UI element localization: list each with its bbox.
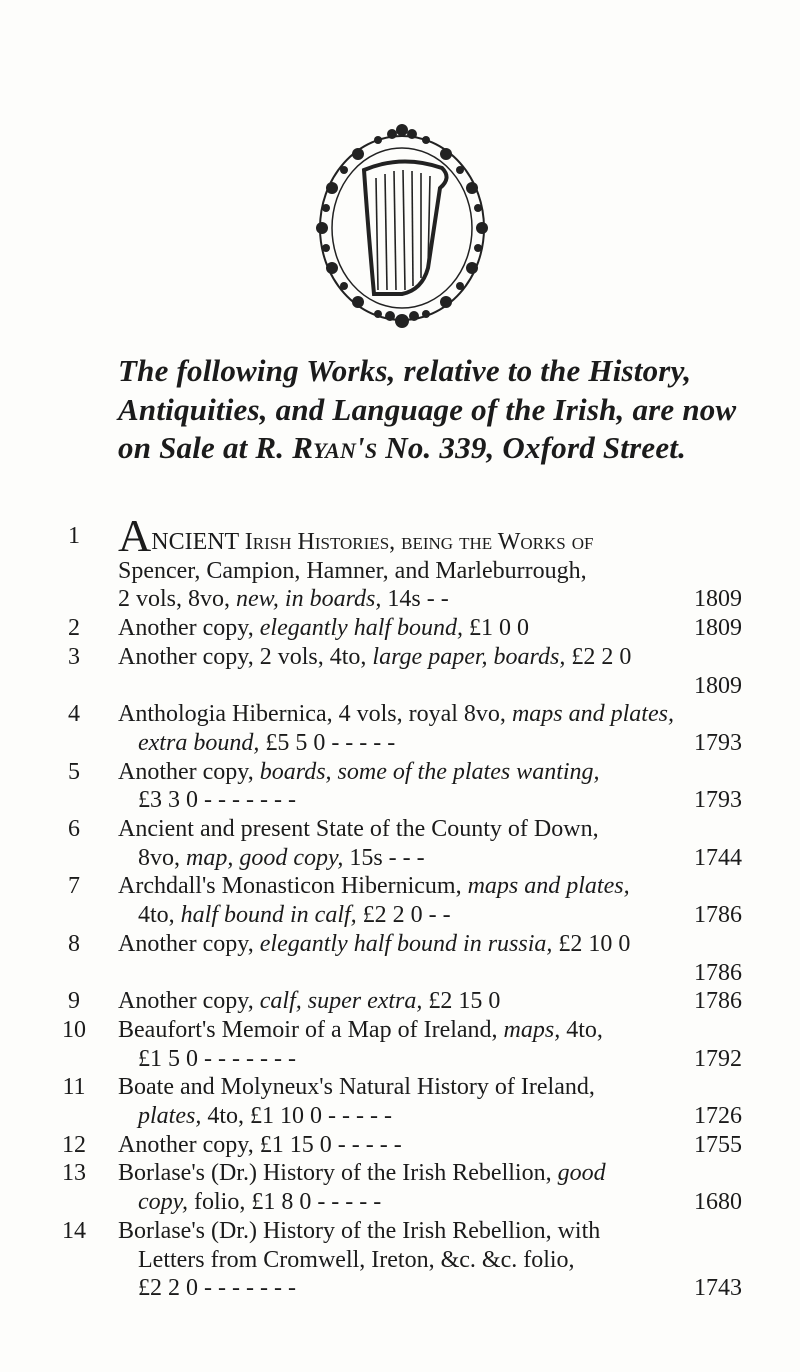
item-year: 1726 xyxy=(694,1103,742,1130)
list-item: 6 Ancient and present State of the County of Down, 8vo, map, good copy, 15s - - - 1744 xyxy=(68,816,742,871)
item-year: 1786 xyxy=(694,959,742,986)
item-year: 1809 xyxy=(694,586,742,613)
list-item: 9 Another copy, calf, super extra, £2 15 0 1786 xyxy=(68,988,742,1015)
item-year: 1786 xyxy=(694,988,742,1015)
list-item: 8 Another copy, elegantly half bound in russia, £2 10 0 1786 xyxy=(68,930,742,986)
list-item: 14 Borlase's (Dr.) History of the Irish Rebellion, with Letters from Cromwell, Ireton, &c. &c. folio, £2 2 0 - - - - - - - 1743 xyxy=(62,1217,742,1302)
list-item: 4 Anthologia Hibernica, 4 vols, royal 8vo, maps and plates, extra bound, £5 5 0 - - - - - 1793 xyxy=(68,701,742,756)
page-heading xyxy=(118,352,738,468)
item-year: 1786 xyxy=(694,902,742,929)
item-year: 1755 xyxy=(694,1131,742,1158)
heading-ryan: Ryan's xyxy=(292,430,378,465)
list-item: 10 Beaufort's Memoir of a Map of Ireland, maps, 4to, £1 5 0 - - - - - - - 1792 xyxy=(62,1016,742,1072)
list-item: 2 Another copy, elegantly half bound, £1 0 0 1809 xyxy=(68,615,742,642)
heading-address: No. 339, Oxford Street. xyxy=(385,430,687,465)
item-year: 1743 xyxy=(694,1275,742,1302)
item-year: 1744 xyxy=(694,844,742,871)
drop-initial: A xyxy=(118,510,152,561)
item-year: 1793 xyxy=(694,729,742,756)
list-item: 11 Boate and Molyneux's Natural History of Ireland, plates, 4to, £1 10 0 - - - - - 1726 xyxy=(62,1074,742,1130)
catalogue-list xyxy=(62,510,742,1303)
item-year: 1793 xyxy=(694,787,742,814)
list-item: 3 Another copy, 2 vols, 4to, large paper, boards, £2 2 0 1809 xyxy=(68,643,742,699)
item-year: 1809 xyxy=(694,672,742,699)
harp-emblem-icon xyxy=(302,118,502,333)
item-year: 1792 xyxy=(694,1045,742,1072)
list-item: 5 Another copy, boards, some of the plates wanting, £3 3 0 - - - - - - - 1793 xyxy=(68,758,742,814)
list-item: 1 ANCIENT Irish Histories, being the Works of Spencer, Campion, Hamner, and Marleburrough, 2 vols, 8vo, new, in boards, 14s - - 1809 xyxy=(68,510,742,613)
heading-text: The following Works, relative to the History, Antiquities, and Language of the Irish, are now on Sale at R. xyxy=(118,353,737,465)
list-item: 13 Borlase's (Dr.) History of the Irish Rebellion, good copy, folio, £1 8 0 - - - - - 1680 xyxy=(62,1160,742,1216)
list-item: 12 Another copy, £1 15 0 - - - - - 1755 xyxy=(62,1131,742,1158)
item-year: 1809 xyxy=(694,615,742,642)
list-item: 7 Archdall's Monasticon Hibernicum, maps and plates, 4to, half bound in calf, £2 2 0 - - 1786 xyxy=(68,873,742,929)
item-year: 1680 xyxy=(694,1189,742,1216)
